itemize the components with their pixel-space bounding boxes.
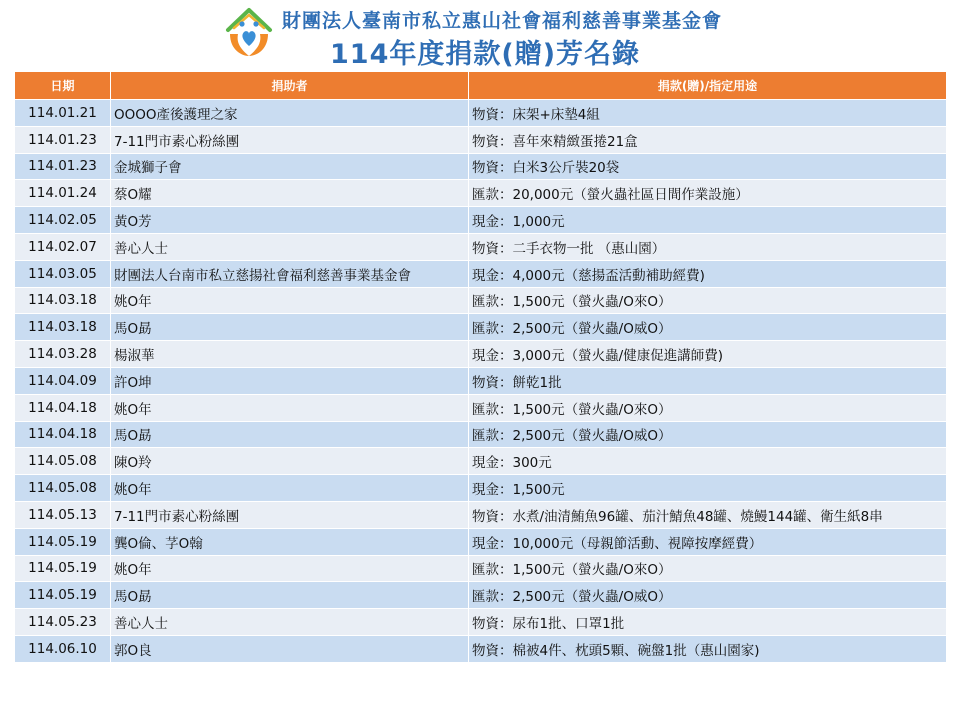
purpose-cell: 匯款：1,500元（螢火蟲/O來O） xyxy=(469,287,947,314)
date-cell: 114.04.18 xyxy=(15,421,111,448)
donor-cell: 姚O年 xyxy=(111,287,469,314)
table-row xyxy=(15,582,947,609)
table-row xyxy=(15,475,947,502)
donor-cell: 馬O勗 xyxy=(111,582,469,609)
donor-cell: 郭O良 xyxy=(111,635,469,662)
date-cell: 114.05.08 xyxy=(15,475,111,502)
table-row xyxy=(15,635,947,662)
purpose-cell: 物資：床架+床墊4組 xyxy=(469,100,947,127)
purpose-cell: 現金：3,000元（螢火蟲/健康促進講師費) xyxy=(469,341,947,368)
donor-cell: 善心人士 xyxy=(111,609,469,636)
table-row xyxy=(15,367,947,394)
purpose-cell: 物資：棉被4件、枕頭5顆、碗盤1批（惠山園家) xyxy=(469,635,947,662)
purpose-cell: 物資：尿布1批、口罩1批 xyxy=(469,609,947,636)
donor-cell: 許O坤 xyxy=(111,367,469,394)
date-cell: 114.03.18 xyxy=(15,314,111,341)
donor-cell: 馬O勗 xyxy=(111,314,469,341)
purpose-cell: 現金：4,000元（慈揚盃活動補助經費) xyxy=(469,260,947,287)
purpose-cell: 物資：白米3公斤裝20袋 xyxy=(469,153,947,180)
date-cell: 114.03.05 xyxy=(15,260,111,287)
date-cell: 114.03.18 xyxy=(15,287,111,314)
date-cell: 114.04.18 xyxy=(15,394,111,421)
purpose-cell: 物資：二手衣物一批 （惠山園） xyxy=(469,233,947,260)
date-cell: 114.01.21 xyxy=(15,100,111,127)
column-header-purpose: 捐款(贈)/指定用途 xyxy=(469,72,947,100)
donor-cell: 蔡O耀 xyxy=(111,180,469,207)
donor-cell: 黃O芳 xyxy=(111,207,469,234)
donor-cell: 7-11門市素心粉絲團 xyxy=(111,126,469,153)
donor-cell: 財團法人台南市私立慈揚社會福利慈善事業基金會 xyxy=(111,260,469,287)
column-header-date: 日期 xyxy=(15,72,111,100)
date-cell: 114.05.08 xyxy=(15,448,111,475)
date-cell: 114.05.23 xyxy=(15,609,111,636)
table-row xyxy=(15,100,947,127)
page-title: 114年度捐款(贈)芳名錄 xyxy=(330,39,641,70)
donor-cell: OOOO產後護理之家 xyxy=(111,100,469,127)
donor-cell: 龔O倫、芓O翰 xyxy=(111,528,469,555)
page-header xyxy=(0,0,960,68)
purpose-cell: 匯款：2,500元（螢火蟲/O威O） xyxy=(469,582,947,609)
table-row xyxy=(15,153,947,180)
table-row xyxy=(15,314,947,341)
donor-cell: 金城獅子會 xyxy=(111,153,469,180)
table-row xyxy=(15,421,947,448)
column-header-donor: 捐助者 xyxy=(111,72,469,100)
table-row xyxy=(15,207,947,234)
table-row xyxy=(15,609,947,636)
table-row xyxy=(15,341,947,368)
purpose-cell: 現金：300元 xyxy=(469,448,947,475)
purpose-cell: 現金：1,500元 xyxy=(469,475,947,502)
table-row xyxy=(15,448,947,475)
purpose-cell: 物資：喜年來精緻蛋捲21盒 xyxy=(469,126,947,153)
date-cell: 114.02.05 xyxy=(15,207,111,234)
organization-name: 財團法人臺南市私立惠山社會福利慈善事業基金會 xyxy=(282,10,723,32)
donor-cell: 姚O年 xyxy=(111,475,469,502)
donor-cell: 姚O年 xyxy=(111,555,469,582)
date-cell: 114.06.10 xyxy=(15,635,111,662)
table-body xyxy=(15,100,947,663)
table-row xyxy=(15,126,947,153)
date-cell: 114.03.28 xyxy=(15,341,111,368)
table-row xyxy=(15,180,947,207)
table-header xyxy=(15,72,947,100)
date-cell: 114.01.23 xyxy=(15,126,111,153)
purpose-cell: 物資：水煮/油清鮪魚96罐、茄汁鯖魚48罐、燒鰻144罐、衛生紙8串 xyxy=(469,501,947,528)
purpose-cell: 物資：餅乾1批 xyxy=(469,367,947,394)
table-row xyxy=(15,233,947,260)
hands-heart-logo-icon xyxy=(224,4,274,60)
table-row xyxy=(15,501,947,528)
donation-table xyxy=(14,71,947,663)
donor-cell: 姚O年 xyxy=(111,394,469,421)
table-row xyxy=(15,394,947,421)
date-cell: 114.05.13 xyxy=(15,501,111,528)
table-header-row xyxy=(15,72,947,100)
table-row xyxy=(15,555,947,582)
purpose-cell: 匯款：1,500元（螢火蟲/O來O） xyxy=(469,555,947,582)
date-cell: 114.02.07 xyxy=(15,233,111,260)
table-row xyxy=(15,260,947,287)
donor-cell: 7-11門市素心粉絲團 xyxy=(111,501,469,528)
purpose-cell: 匯款：2,500元（螢火蟲/O威O） xyxy=(469,314,947,341)
donor-cell: 楊淑華 xyxy=(111,341,469,368)
date-cell: 114.05.19 xyxy=(15,528,111,555)
purpose-cell: 現金：1,000元 xyxy=(469,207,947,234)
donor-cell: 馬O勗 xyxy=(111,421,469,448)
purpose-cell: 匯款：1,500元（螢火蟲/O來O） xyxy=(469,394,947,421)
date-cell: 114.04.09 xyxy=(15,367,111,394)
donor-cell: 善心人士 xyxy=(111,233,469,260)
table-row xyxy=(15,528,947,555)
purpose-cell: 匯款：20,000元（螢火蟲社區日間作業設施） xyxy=(469,180,947,207)
date-cell: 114.05.19 xyxy=(15,555,111,582)
date-cell: 114.01.23 xyxy=(15,153,111,180)
donor-cell: 陳O羚 xyxy=(111,448,469,475)
table-row xyxy=(15,287,947,314)
date-cell: 114.01.24 xyxy=(15,180,111,207)
purpose-cell: 現金：10,000元（母親節活動、視障按摩經費） xyxy=(469,528,947,555)
purpose-cell: 匯款：2,500元（螢火蟲/O威O） xyxy=(469,421,947,448)
date-cell: 114.05.19 xyxy=(15,582,111,609)
